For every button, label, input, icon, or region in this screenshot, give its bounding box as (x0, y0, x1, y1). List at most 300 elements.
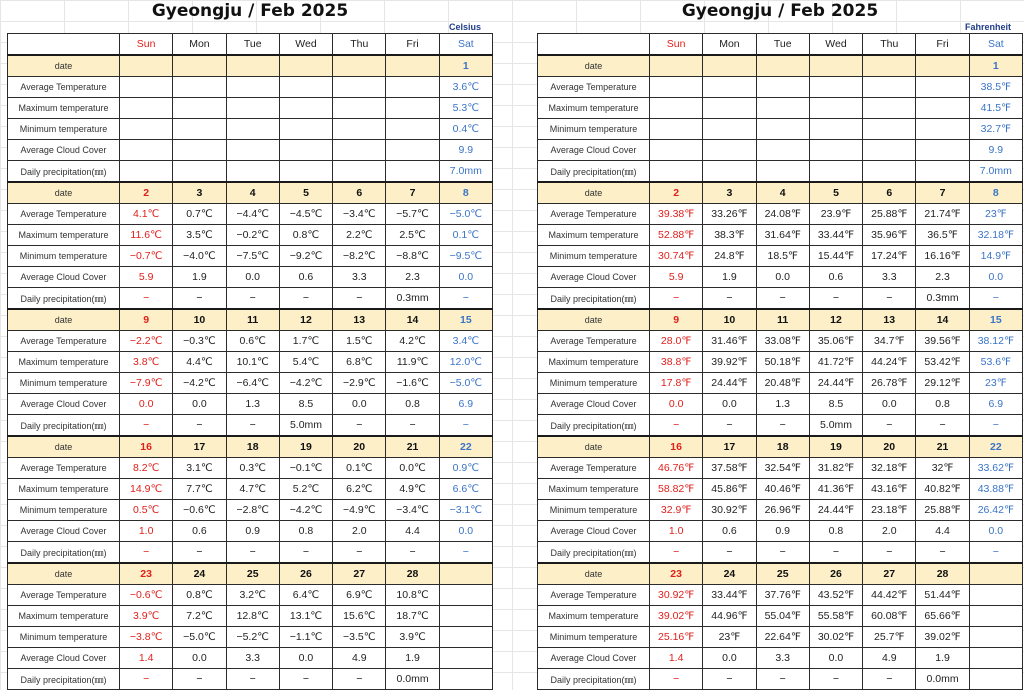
value-cell: 21.74℉ (916, 204, 969, 225)
value-cell: −3.1℃ (439, 500, 492, 521)
value-cell: 2.3 (386, 267, 439, 288)
date-cell: 23 (650, 563, 703, 585)
value-cell: 39.92℉ (703, 352, 756, 373)
value-cell: −8.2℃ (333, 246, 386, 267)
value-cell (650, 77, 703, 98)
value-cell (333, 161, 386, 183)
value-cell (120, 119, 173, 140)
value-cell: 11.9℃ (386, 352, 439, 373)
value-cell (756, 119, 809, 140)
row-label-cell: Average Cloud Cover (8, 521, 120, 542)
date-cell: 2 (120, 182, 173, 204)
value-cell: − (809, 542, 862, 564)
average-temperature-row (538, 458, 1023, 479)
value-cell (120, 161, 173, 183)
value-cell: 32.54℉ (756, 458, 809, 479)
value-cell (226, 77, 279, 98)
date-cell (439, 563, 492, 585)
value-cell: 10.1℃ (226, 352, 279, 373)
value-cell: 2.5℃ (386, 225, 439, 246)
date-cell: 9 (120, 309, 173, 331)
value-cell (439, 669, 492, 690)
value-cell: 32.7℉ (969, 119, 1022, 140)
value-cell (173, 161, 226, 183)
maximum-temperature-row (538, 479, 1023, 500)
value-cell: 4.1℃ (120, 204, 173, 225)
value-cell: 0.3mm (386, 288, 439, 310)
row-label-cell: date (538, 182, 650, 204)
value-cell: 26.42℉ (969, 500, 1022, 521)
minimum-temperature-row (538, 373, 1023, 394)
date-cell: 21 (386, 436, 439, 458)
average-temperature-row (8, 458, 493, 479)
maximum-temperature-row (8, 606, 493, 627)
value-cell: 33.44℉ (809, 225, 862, 246)
value-cell: 7.2℃ (173, 606, 226, 627)
value-cell: 3.1℃ (173, 458, 226, 479)
value-cell: 0.0 (439, 267, 492, 288)
value-cell: − (173, 415, 226, 437)
value-cell (969, 627, 1022, 648)
weekday-header-cell: Wed (809, 34, 862, 56)
value-cell: 1.0 (650, 521, 703, 542)
date-row (538, 563, 1023, 585)
value-cell: 0.0 (173, 648, 226, 669)
value-cell: 1.3 (226, 394, 279, 415)
date-cell: 22 (439, 436, 492, 458)
value-cell: 0.0 (173, 394, 226, 415)
value-cell: 51.44℉ (916, 585, 969, 606)
average-cloud-cover-row (8, 394, 493, 415)
value-cell: −5.0℃ (439, 373, 492, 394)
value-cell: 16.16℉ (916, 246, 969, 267)
value-cell: 38.8℉ (650, 352, 703, 373)
value-cell: −0.7℃ (120, 246, 173, 267)
value-cell (703, 98, 756, 119)
value-cell: 39.38℉ (650, 204, 703, 225)
date-cell: 16 (650, 436, 703, 458)
average-cloud-cover-row (538, 521, 1023, 542)
date-cell (333, 55, 386, 77)
value-cell: 14.9℃ (120, 479, 173, 500)
weekday-header-cell: Sat (969, 34, 1022, 56)
value-cell (439, 585, 492, 606)
value-cell: −3.5℃ (333, 627, 386, 648)
row-label-cell: Daily precipitation(㎜) (8, 542, 120, 564)
row-label-cell: Maximum temperature (8, 606, 120, 627)
row-label-cell: Average Temperature (538, 77, 650, 98)
value-cell: −4.0℃ (173, 246, 226, 267)
date-cell: 26 (809, 563, 862, 585)
value-cell (333, 140, 386, 161)
weekday-header-row (538, 34, 1023, 56)
row-label-cell: Average Cloud Cover (538, 648, 650, 669)
daily-precipitation-row (8, 415, 493, 437)
value-cell: 4.4 (386, 521, 439, 542)
date-cell: 1 (969, 55, 1022, 77)
row-label-cell: Minimum temperature (8, 246, 120, 267)
value-cell: 0.0 (120, 394, 173, 415)
value-cell: 3.3 (226, 648, 279, 669)
value-cell: 32.18℉ (969, 225, 1022, 246)
row-label-cell: Minimum temperature (8, 500, 120, 521)
value-cell: 32.18℉ (863, 458, 916, 479)
date-cell: 19 (809, 436, 862, 458)
date-cell: 17 (173, 436, 226, 458)
value-cell: 0.0 (279, 648, 332, 669)
value-cell: 7.0mm (439, 161, 492, 183)
weekday-header-cell: Sat (439, 34, 492, 56)
value-cell (386, 140, 439, 161)
value-cell: − (120, 542, 173, 564)
row-label-cell: Average Cloud Cover (538, 140, 650, 161)
value-cell (439, 627, 492, 648)
value-cell (809, 119, 862, 140)
value-cell: 4.4℃ (173, 352, 226, 373)
date-cell (756, 55, 809, 77)
date-cell: 5 (809, 182, 862, 204)
date-cell (173, 55, 226, 77)
date-cell: 6 (333, 182, 386, 204)
weekday-header-cell: Wed (279, 34, 332, 56)
value-cell: 0.0mm (916, 669, 969, 690)
value-cell (863, 119, 916, 140)
value-cell: 30.74℉ (650, 246, 703, 267)
value-cell (809, 140, 862, 161)
value-cell: 32.9℉ (650, 500, 703, 521)
value-cell: 26.96℉ (756, 500, 809, 521)
value-cell (279, 140, 332, 161)
value-cell: 40.82℉ (916, 479, 969, 500)
value-cell (173, 119, 226, 140)
value-cell: − (863, 669, 916, 690)
daily-precipitation-row (538, 415, 1023, 437)
value-cell: − (703, 415, 756, 437)
row-label-cell: Minimum temperature (538, 246, 650, 267)
value-cell: 23℉ (969, 373, 1022, 394)
value-cell: − (226, 669, 279, 690)
value-cell: 37.58℉ (703, 458, 756, 479)
value-cell: −0.1℃ (279, 458, 332, 479)
row-label-cell: Average Temperature (8, 585, 120, 606)
row-label-cell: date (538, 309, 650, 331)
date-cell: 4 (756, 182, 809, 204)
row-label-cell: date (8, 309, 120, 331)
value-cell: 1.5℃ (333, 331, 386, 352)
date-cell (809, 55, 862, 77)
date-cell: 14 (386, 309, 439, 331)
value-cell (650, 161, 703, 183)
value-cell: 23℉ (969, 204, 1022, 225)
value-cell (279, 98, 332, 119)
value-cell (650, 119, 703, 140)
value-cell: 34.7℉ (863, 331, 916, 352)
value-cell: −3.4℃ (386, 500, 439, 521)
value-cell: 24.8℉ (703, 246, 756, 267)
row-label-cell: Minimum temperature (8, 119, 120, 140)
value-cell: 44.42℉ (863, 585, 916, 606)
date-cell (279, 55, 332, 77)
value-cell: − (863, 542, 916, 564)
value-cell: 0.8℃ (173, 585, 226, 606)
value-cell: 5.9 (120, 267, 173, 288)
date-cell: 11 (226, 309, 279, 331)
value-cell (756, 161, 809, 183)
value-cell (969, 585, 1022, 606)
value-cell (969, 606, 1022, 627)
unit-label: Fahrenheit (964, 22, 1011, 32)
value-cell: 3.2℃ (226, 585, 279, 606)
row-label-cell: Daily precipitation(㎜) (8, 161, 120, 183)
value-cell: 6.9 (969, 394, 1022, 415)
value-cell: −3.8℃ (120, 627, 173, 648)
value-cell (386, 98, 439, 119)
row-label-cell: Maximum temperature (8, 225, 120, 246)
daily-precipitation-row (8, 161, 493, 183)
value-cell (279, 119, 332, 140)
value-cell: 7.0mm (969, 161, 1022, 183)
value-cell: − (173, 288, 226, 310)
row-label-cell: Daily precipitation(㎜) (8, 415, 120, 437)
value-cell: 5.0mm (279, 415, 332, 437)
date-cell: 19 (279, 436, 332, 458)
value-cell (333, 98, 386, 119)
row-label-cell: date (538, 55, 650, 77)
value-cell: − (333, 669, 386, 690)
row-label-cell: Maximum temperature (538, 98, 650, 119)
weekday-header-row (8, 34, 493, 56)
weekday-header-cell: Sun (120, 34, 173, 56)
date-cell (386, 55, 439, 77)
value-cell: 0.0 (809, 648, 862, 669)
value-cell (279, 161, 332, 183)
value-cell: 0.8 (916, 394, 969, 415)
average-cloud-cover-row (538, 648, 1023, 669)
row-label-cell: Average Cloud Cover (538, 267, 650, 288)
value-cell: 32℉ (916, 458, 969, 479)
value-cell: 0.9 (226, 521, 279, 542)
row-label-cell: Maximum temperature (538, 352, 650, 373)
value-cell: 3.6℃ (439, 77, 492, 98)
value-cell: 5.0mm (809, 415, 862, 437)
value-cell: 30.92℉ (650, 585, 703, 606)
value-cell: 43.52℉ (809, 585, 862, 606)
value-cell: 6.9℃ (333, 585, 386, 606)
date-cell: 14 (916, 309, 969, 331)
value-cell (173, 140, 226, 161)
date-cell: 27 (863, 563, 916, 585)
date-cell: 12 (279, 309, 332, 331)
value-cell: 0.0mm (386, 669, 439, 690)
value-cell: 1.4 (650, 648, 703, 669)
value-cell (120, 140, 173, 161)
maximum-temperature-row (8, 98, 493, 119)
date-cell: 7 (916, 182, 969, 204)
value-cell: 0.6℃ (226, 331, 279, 352)
value-cell: 7.7℃ (173, 479, 226, 500)
value-cell: 53.42℉ (916, 352, 969, 373)
date-row (8, 182, 493, 204)
date-cell: 12 (809, 309, 862, 331)
date-cell: 1 (439, 55, 492, 77)
value-cell: 36.5℉ (916, 225, 969, 246)
maximum-temperature-row (8, 225, 493, 246)
date-cell: 28 (386, 563, 439, 585)
unit-label: Celsius (448, 22, 481, 32)
date-cell (120, 55, 173, 77)
date-cell: 5 (279, 182, 332, 204)
daily-precipitation-row (538, 288, 1023, 310)
value-cell: − (279, 288, 332, 310)
value-cell (703, 140, 756, 161)
value-cell: 0.0 (703, 394, 756, 415)
row-label-cell: Average Temperature (538, 458, 650, 479)
value-cell (650, 140, 703, 161)
value-cell (120, 77, 173, 98)
value-cell: 22.64℉ (756, 627, 809, 648)
row-label-cell: Minimum temperature (538, 627, 650, 648)
value-cell: 4.9 (863, 648, 916, 669)
value-cell: −1.6℃ (386, 373, 439, 394)
value-cell: 0.9 (756, 521, 809, 542)
value-cell: 3.3 (863, 267, 916, 288)
value-cell: − (756, 288, 809, 310)
value-cell: 12.0℃ (439, 352, 492, 373)
value-cell: 1.7℃ (279, 331, 332, 352)
date-cell (650, 55, 703, 77)
maximum-temperature-row (8, 479, 493, 500)
row-label-cell: date (8, 55, 120, 77)
value-cell: 31.64℉ (756, 225, 809, 246)
value-cell: 29.12℉ (916, 373, 969, 394)
date-cell: 13 (863, 309, 916, 331)
date-cell: 16 (120, 436, 173, 458)
value-cell: 0.6 (703, 521, 756, 542)
date-cell: 10 (703, 309, 756, 331)
value-cell: 0.1℃ (333, 458, 386, 479)
value-cell: 23℉ (703, 627, 756, 648)
value-cell: − (809, 288, 862, 310)
minimum-temperature-row (8, 119, 493, 140)
value-cell: 35.96℉ (863, 225, 916, 246)
value-cell: 8.5 (809, 394, 862, 415)
value-cell: − (333, 415, 386, 437)
value-cell: − (226, 542, 279, 564)
value-cell: − (650, 542, 703, 564)
value-cell: 3.5℃ (173, 225, 226, 246)
row-label-cell: Minimum temperature (8, 373, 120, 394)
date-cell: 6 (863, 182, 916, 204)
row-label-cell: Minimum temperature (538, 119, 650, 140)
date-cell: 10 (173, 309, 226, 331)
date-cell (226, 55, 279, 77)
value-cell: 1.9 (916, 648, 969, 669)
value-cell: −7.9℃ (120, 373, 173, 394)
value-cell: − (863, 288, 916, 310)
daily-precipitation-row (8, 542, 493, 564)
average-temperature-row (538, 331, 1023, 352)
value-cell: 24.44℉ (809, 373, 862, 394)
value-cell: 10.8℃ (386, 585, 439, 606)
value-cell: 25.7℉ (863, 627, 916, 648)
celsius-panel (7, 0, 493, 685)
date-row (8, 436, 493, 458)
value-cell: 38.5℉ (969, 77, 1022, 98)
average-cloud-cover-row (8, 140, 493, 161)
value-cell: 44.24℉ (863, 352, 916, 373)
value-cell: 24.08℉ (756, 204, 809, 225)
value-cell (386, 119, 439, 140)
value-cell: 0.5℃ (120, 500, 173, 521)
value-cell: − (333, 288, 386, 310)
date-cell: 24 (703, 563, 756, 585)
row-label-cell: Average Cloud Cover (8, 267, 120, 288)
value-cell: − (386, 415, 439, 437)
date-cell: 24 (173, 563, 226, 585)
row-label-cell: Daily precipitation(㎜) (538, 542, 650, 564)
value-cell: 6.8℃ (333, 352, 386, 373)
value-cell: 0.0 (226, 267, 279, 288)
value-cell: −4.9℃ (333, 500, 386, 521)
value-cell: 20.48℉ (756, 373, 809, 394)
row-label-cell: Minimum temperature (8, 627, 120, 648)
value-cell: −8.8℃ (386, 246, 439, 267)
row-label-cell: Average Cloud Cover (8, 648, 120, 669)
value-cell: 41.5℉ (969, 98, 1022, 119)
value-cell: 33.26℉ (703, 204, 756, 225)
average-cloud-cover-row (8, 521, 493, 542)
average-cloud-cover-row (538, 140, 1023, 161)
value-cell: − (916, 415, 969, 437)
value-cell (916, 161, 969, 183)
date-cell: 15 (439, 309, 492, 331)
date-row (8, 563, 493, 585)
value-cell (703, 119, 756, 140)
minimum-temperature-row (8, 500, 493, 521)
date-cell: 18 (226, 436, 279, 458)
value-cell: −2.2℃ (120, 331, 173, 352)
value-cell: 55.58℉ (809, 606, 862, 627)
value-cell: 3.8℃ (120, 352, 173, 373)
date-cell: 26 (279, 563, 332, 585)
minimum-temperature-row (8, 627, 493, 648)
value-cell: 9.9 (439, 140, 492, 161)
value-cell: − (703, 669, 756, 690)
date-cell: 17 (703, 436, 756, 458)
value-cell: 2.0 (333, 521, 386, 542)
value-cell: 38.12℉ (969, 331, 1022, 352)
row-label-cell: Average Temperature (8, 331, 120, 352)
page-title: Gyeongju / Feb 2025 (681, 1, 879, 21)
date-cell (703, 55, 756, 77)
value-cell: 0.4℃ (439, 119, 492, 140)
value-cell: 31.82℉ (809, 458, 862, 479)
value-cell: − (703, 288, 756, 310)
value-cell: 6.2℃ (333, 479, 386, 500)
weekday-header-cell: Fri (386, 34, 439, 56)
value-cell: 5.9 (650, 267, 703, 288)
value-cell: 11.6℃ (120, 225, 173, 246)
value-cell: 39.56℉ (916, 331, 969, 352)
value-cell: 2.2℃ (333, 225, 386, 246)
minimum-temperature-row (8, 373, 493, 394)
value-cell: 3.4℃ (439, 331, 492, 352)
value-cell: 8.2℃ (120, 458, 173, 479)
row-label-cell: Average Temperature (8, 204, 120, 225)
value-cell: − (439, 415, 492, 437)
value-cell: 5.2℃ (279, 479, 332, 500)
value-cell: 0.6 (809, 267, 862, 288)
